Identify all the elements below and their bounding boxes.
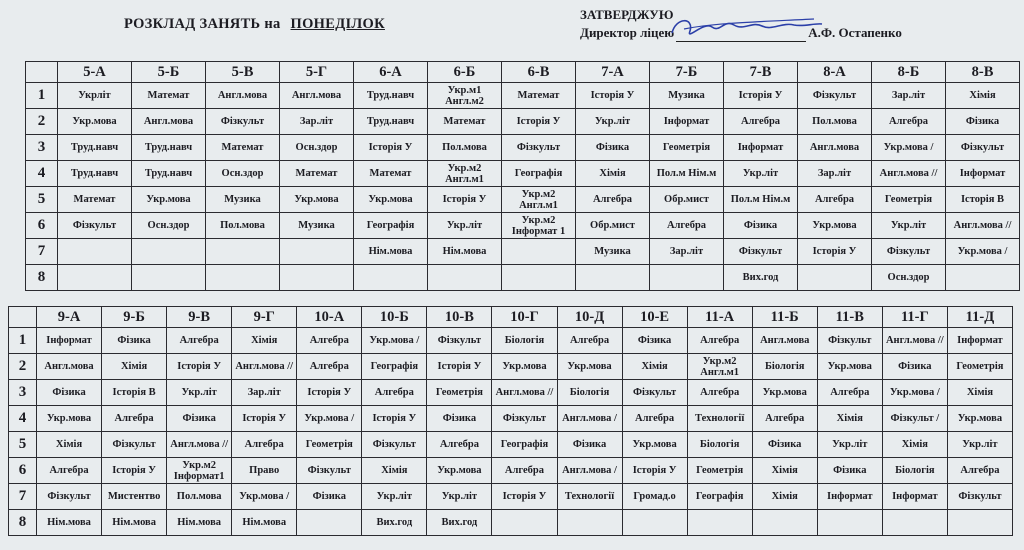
lesson-cell: Пол.мова [798, 109, 872, 135]
lesson-cell: Хімія [752, 458, 817, 484]
lesson-cell [947, 510, 1012, 536]
lesson-number: 1 [26, 83, 58, 109]
lesson-cell: Укр.мова / [946, 239, 1020, 265]
lesson-cell: Фізкульт [622, 380, 687, 406]
lesson-cell [280, 265, 354, 291]
lesson-cell: Укр.літ [872, 213, 946, 239]
lesson-cell: Мистентво [102, 484, 167, 510]
lesson-number: 1 [9, 328, 37, 354]
lesson-cell: Геометрія [297, 432, 362, 458]
lesson-cell: Осн.здор [132, 213, 206, 239]
lesson-cell: Біологія [557, 380, 622, 406]
lesson-cell: Укр.літ [428, 213, 502, 239]
lesson-cell: Осн.здор [206, 161, 280, 187]
lesson-cell: Вих.год [724, 265, 798, 291]
lesson-cell: Хімія [882, 432, 947, 458]
lesson-cell: Алгебра [947, 458, 1012, 484]
lesson-cell: Історія У [502, 109, 576, 135]
lesson-number: 7 [9, 484, 37, 510]
lesson-cell: Біологія [882, 458, 947, 484]
lesson-cell: Географія [362, 354, 427, 380]
lesson-row [26, 135, 1020, 161]
lesson-cell: Громад.о [622, 484, 687, 510]
lesson-cell: Пол.м Нім.м [724, 187, 798, 213]
lesson-cell: Фізика [37, 380, 102, 406]
lesson-cell: Укр.літ [167, 380, 232, 406]
lesson-cell [58, 239, 132, 265]
lesson-number: 3 [9, 380, 37, 406]
lesson-cell: Зар.літ [798, 161, 872, 187]
lesson-cell: Історія У [167, 354, 232, 380]
lesson-cell: Пол.мова [167, 484, 232, 510]
lesson-cell: Математ [132, 83, 206, 109]
lesson-cell: Математ [502, 83, 576, 109]
lesson-row [26, 239, 1020, 265]
lesson-cell: Інформат [817, 484, 882, 510]
lesson-cell: Біологія [752, 354, 817, 380]
director-label: Директор ліцею [580, 25, 675, 40]
lesson-cell: Фізика [946, 109, 1020, 135]
lesson-cell: Англ.мова / [557, 406, 622, 432]
lesson-cell: Укр.мова [427, 458, 492, 484]
lesson-cell: Укр.мова [752, 380, 817, 406]
lesson-cell: Укр.мова [817, 354, 882, 380]
class-header: 10-Е [622, 307, 687, 328]
lesson-cell: Алгебра [817, 380, 882, 406]
lesson-cell: Фізкульт [427, 328, 492, 354]
lesson-cell: Укр.мова [622, 432, 687, 458]
lesson-cell: Хімія [362, 458, 427, 484]
lesson-cell: Хімія [817, 406, 882, 432]
lesson-cell: Алгебра [752, 406, 817, 432]
lesson-cell: Англ.мова / [557, 458, 622, 484]
schedule-table-grades-9-11 [8, 306, 1013, 536]
lesson-cell: Укр.мова [798, 213, 872, 239]
lesson-cell: Алгебра [427, 432, 492, 458]
approval-block [580, 6, 902, 42]
class-header: 6-А [354, 62, 428, 83]
lesson-cell: Інформат [946, 161, 1020, 187]
lesson-cell: Зар.літ [232, 380, 297, 406]
lesson-cell: Алгебра [798, 187, 872, 213]
corner-cell [26, 62, 58, 83]
lesson-row [26, 109, 1020, 135]
lesson-cell: Труд.навч [58, 135, 132, 161]
lesson-cell: Укр.літ [576, 109, 650, 135]
lesson-cell: Історія У [622, 458, 687, 484]
lesson-cell [428, 265, 502, 291]
class-header: 10-В [427, 307, 492, 328]
lesson-number: 2 [26, 109, 58, 135]
lesson-cell: Фізика [297, 484, 362, 510]
class-header: 11-Б [752, 307, 817, 328]
lesson-cell: Хімія [946, 83, 1020, 109]
lesson-cell: Укр.м2 Інформат1 [167, 458, 232, 484]
lesson-cell [752, 510, 817, 536]
lesson-cell: Математ [354, 161, 428, 187]
lesson-cell: Історія У [724, 83, 798, 109]
class-header: 9-В [167, 307, 232, 328]
lesson-cell: Укр.мова [37, 406, 102, 432]
lesson-cell [206, 265, 280, 291]
lesson-cell: Алгебра [102, 406, 167, 432]
lesson-row [26, 213, 1020, 239]
lesson-cell [650, 265, 724, 291]
class-header: 9-Г [232, 307, 297, 328]
lesson-cell: Алгебра [232, 432, 297, 458]
lesson-cell: Фізкульт [206, 109, 280, 135]
class-header: 11-Д [947, 307, 1012, 328]
lesson-cell: Фізкульт [724, 239, 798, 265]
lesson-cell: Математ [428, 109, 502, 135]
lesson-cell [557, 510, 622, 536]
class-header: 6-Б [428, 62, 502, 83]
lesson-cell: Англ.мова [132, 109, 206, 135]
lesson-number: 5 [26, 187, 58, 213]
lesson-cell: Укр.м2 Інформат 1 [502, 213, 576, 239]
lesson-cell: Математ [58, 187, 132, 213]
lesson-cell: Укр.мова / [362, 328, 427, 354]
lesson-cell: Укр.літ [362, 484, 427, 510]
class-header: 5-Б [132, 62, 206, 83]
lesson-row [9, 510, 1013, 536]
lesson-cell: Історія У [492, 484, 557, 510]
lesson-cell: Фізкульт [58, 213, 132, 239]
lesson-cell: Історія У [427, 354, 492, 380]
lesson-cell [622, 510, 687, 536]
lesson-cell: Укр.мова [492, 354, 557, 380]
lesson-cell: Англ.мова [752, 328, 817, 354]
lesson-cell: Обр.мист [650, 187, 724, 213]
lesson-cell: Укр.м1 Англ.м2 [428, 83, 502, 109]
class-header: 8-А [798, 62, 872, 83]
lesson-cell: Укр.мова / [297, 406, 362, 432]
lesson-row [9, 484, 1013, 510]
lesson-cell: Математ [280, 161, 354, 187]
lesson-cell: Фізкульт [492, 406, 557, 432]
lesson-cell [297, 510, 362, 536]
class-header: 8-Б [872, 62, 946, 83]
lesson-cell: Алгебра [492, 458, 557, 484]
lesson-cell: Хімія [576, 161, 650, 187]
lesson-cell: Труд.навч [58, 161, 132, 187]
lesson-cell [576, 265, 650, 291]
lesson-number: 4 [9, 406, 37, 432]
lesson-cell: Алгебра [37, 458, 102, 484]
lesson-number: 7 [26, 239, 58, 265]
lesson-cell: Алгебра [297, 354, 362, 380]
lesson-cell [354, 265, 428, 291]
class-header: 11-Г [882, 307, 947, 328]
lesson-cell: Фізика [167, 406, 232, 432]
class-header: 10-Г [492, 307, 557, 328]
lesson-cell [58, 265, 132, 291]
lesson-cell: Фізкульт [817, 328, 882, 354]
lesson-cell: Історія У [354, 135, 428, 161]
lesson-cell: Осн.здор [872, 265, 946, 291]
lesson-cell: Англ.мова [280, 83, 354, 109]
lesson-cell: Алгебра [362, 380, 427, 406]
header-row [26, 62, 1020, 83]
schedule-title [124, 16, 385, 33]
lesson-number: 6 [9, 458, 37, 484]
lesson-cell: Музика [280, 213, 354, 239]
lesson-cell: Геометрія [687, 458, 752, 484]
lesson-row [9, 354, 1013, 380]
class-header: 9-А [37, 307, 102, 328]
lesson-cell: Алгебра [622, 406, 687, 432]
lesson-cell: Алгебра [724, 109, 798, 135]
class-header: 5-Г [280, 62, 354, 83]
lesson-cell: Труд.навч [354, 83, 428, 109]
director-name: А.Ф. Остапенко [808, 25, 902, 40]
lesson-cell: Біологія [687, 432, 752, 458]
lesson-cell: Укр.мова [58, 109, 132, 135]
lesson-cell: Укр.літ [724, 161, 798, 187]
lesson-cell: Укр.мова [557, 354, 622, 380]
lesson-cell: Укр.літ [817, 432, 882, 458]
lesson-cell: Історія У [232, 406, 297, 432]
lesson-cell: Укрліт [58, 83, 132, 109]
lesson-cell: Географія [502, 161, 576, 187]
lesson-cell: Укр.мова [947, 406, 1012, 432]
lesson-cell: Нім.мова [354, 239, 428, 265]
lesson-cell: Укр.літ [427, 484, 492, 510]
lesson-cell: Фізика [752, 432, 817, 458]
lesson-cell [817, 510, 882, 536]
lesson-cell: Англ.мова // [232, 354, 297, 380]
lesson-row [9, 432, 1013, 458]
lesson-cell: Географія [492, 432, 557, 458]
lesson-cell: Геометрія [650, 135, 724, 161]
lesson-cell: Алгебра [650, 213, 724, 239]
lesson-cell: Зар.літ [872, 83, 946, 109]
lesson-cell: Укр.мова / [232, 484, 297, 510]
lesson-cell [687, 510, 752, 536]
lesson-number: 3 [26, 135, 58, 161]
lesson-cell [132, 265, 206, 291]
lesson-cell: Фізика [724, 213, 798, 239]
lesson-cell [882, 510, 947, 536]
lesson-cell: Географія [354, 213, 428, 239]
lesson-row [26, 187, 1020, 213]
lesson-row [26, 83, 1020, 109]
lesson-cell: Пол.мова [206, 213, 280, 239]
lesson-cell: Англ.мова [206, 83, 280, 109]
signature-line [676, 29, 806, 42]
lesson-cell: Нім.мова [232, 510, 297, 536]
lesson-cell: Англ.мова [37, 354, 102, 380]
lesson-row [9, 406, 1013, 432]
class-header: 10-Д [557, 307, 622, 328]
lesson-cell: Пол.м Нім.м [650, 161, 724, 187]
lesson-cell: Обр.мист [576, 213, 650, 239]
lesson-cell [502, 239, 576, 265]
lesson-cell: Хімія [102, 354, 167, 380]
class-header: 5-В [206, 62, 280, 83]
class-header: 5-А [58, 62, 132, 83]
lesson-row [9, 328, 1013, 354]
lesson-cell: Історія У [362, 406, 427, 432]
lesson-cell: Укр.м2 Англ.м1 [687, 354, 752, 380]
lesson-cell: Нім.мова [167, 510, 232, 536]
lesson-cell: Музика [576, 239, 650, 265]
lesson-cell: Фізкульт [362, 432, 427, 458]
lesson-cell: Фізика [576, 135, 650, 161]
lesson-cell: Фізика [427, 406, 492, 432]
lesson-cell: Пол.мова [428, 135, 502, 161]
lesson-number: 2 [9, 354, 37, 380]
lesson-cell: Інформат [882, 484, 947, 510]
lesson-cell: Фізкульт [947, 484, 1012, 510]
lesson-cell: Музика [650, 83, 724, 109]
lesson-cell: Вих.год [362, 510, 427, 536]
lesson-cell: Англ.мова // [946, 213, 1020, 239]
lesson-cell: Англ.мова // [492, 380, 557, 406]
lesson-cell [492, 510, 557, 536]
class-header: 10-Б [362, 307, 427, 328]
lesson-cell: Технології [687, 406, 752, 432]
lesson-cell [206, 239, 280, 265]
approve-label: ЗАТВЕРДЖУЮ [580, 7, 674, 22]
lesson-cell: Алгебра [576, 187, 650, 213]
title-day: ПОНЕДІЛОК [290, 16, 385, 32]
lesson-cell: Геометрія [872, 187, 946, 213]
lesson-cell: Фізкульт [872, 239, 946, 265]
lesson-cell: Осн.здор [280, 135, 354, 161]
class-header: 11-А [687, 307, 752, 328]
lesson-row [26, 161, 1020, 187]
lesson-cell: Геометрія [427, 380, 492, 406]
lesson-cell: Труд.навч [354, 109, 428, 135]
class-header: 10-А [297, 307, 362, 328]
class-header: 11-В [817, 307, 882, 328]
lesson-cell: Укр.літ [947, 432, 1012, 458]
lesson-cell: Укр.мова / [872, 135, 946, 161]
lesson-cell: Географія [687, 484, 752, 510]
lesson-cell: Алгебра [872, 109, 946, 135]
lesson-cell: Нім.мова [428, 239, 502, 265]
lesson-number: 8 [26, 265, 58, 291]
lesson-cell: Музика [206, 187, 280, 213]
lesson-cell: Фізика [882, 354, 947, 380]
signature-icon [664, 13, 824, 43]
lesson-cell: Алгебра [687, 380, 752, 406]
lesson-cell: Нім.мова [37, 510, 102, 536]
lesson-cell: Укр.мова [354, 187, 428, 213]
lesson-cell: Укр.м2 Англ.м1 [502, 187, 576, 213]
lesson-cell: Історія В [102, 380, 167, 406]
lesson-cell: Фізкульт [798, 83, 872, 109]
lesson-cell: Інформат [947, 328, 1012, 354]
title-text: РОЗКЛАД ЗАНЯТЬ на [124, 16, 281, 32]
lesson-cell: Алгебра [687, 328, 752, 354]
lesson-cell: Зар.літ [280, 109, 354, 135]
lesson-cell: Історія В [946, 187, 1020, 213]
lesson-cell: Англ.мова [798, 135, 872, 161]
lesson-cell: Історія У [102, 458, 167, 484]
lesson-cell: Укр.мова [132, 187, 206, 213]
lesson-cell: Англ.мова // [872, 161, 946, 187]
lesson-row [9, 380, 1013, 406]
class-header: 8-В [946, 62, 1020, 83]
lesson-cell: Хімія [622, 354, 687, 380]
class-header: 7-В [724, 62, 798, 83]
lesson-cell [502, 265, 576, 291]
lesson-cell: Історія У [798, 239, 872, 265]
lesson-cell: Фізкульт [946, 135, 1020, 161]
lesson-cell: Геометрія [947, 354, 1012, 380]
lesson-number: 6 [26, 213, 58, 239]
lesson-cell: Фізкульт [37, 484, 102, 510]
header-row [9, 307, 1013, 328]
lesson-cell: Фізика [622, 328, 687, 354]
schedule-table-grades-5-8 [25, 61, 1020, 291]
lesson-cell: Укр.м2 Англ.м1 [428, 161, 502, 187]
lesson-cell: Хімія [947, 380, 1012, 406]
lesson-cell: Історія У [576, 83, 650, 109]
class-header: 7-Б [650, 62, 724, 83]
lesson-cell: Історія У [428, 187, 502, 213]
lesson-cell: Вих.год [427, 510, 492, 536]
lesson-cell: Хімія [37, 432, 102, 458]
lesson-cell: Інформат [650, 109, 724, 135]
lesson-cell: Інформат [724, 135, 798, 161]
lesson-number: 8 [9, 510, 37, 536]
lesson-cell: Технології [557, 484, 622, 510]
lesson-cell: Алгебра [297, 328, 362, 354]
lesson-cell: Зар.літ [650, 239, 724, 265]
class-header: 7-А [576, 62, 650, 83]
lesson-cell: Алгебра [557, 328, 622, 354]
corner-cell [9, 307, 37, 328]
lesson-cell: Фізика [817, 458, 882, 484]
lesson-cell: Труд.навч [132, 161, 206, 187]
lesson-row [26, 265, 1020, 291]
lesson-cell: Укр.мова [280, 187, 354, 213]
lesson-cell [798, 265, 872, 291]
lesson-cell: Нім.мова [102, 510, 167, 536]
lesson-cell: Алгебра [167, 328, 232, 354]
lesson-cell: Фізика [557, 432, 622, 458]
lesson-cell: Укр.мова / [882, 380, 947, 406]
lesson-cell [946, 265, 1020, 291]
lesson-cell: Англ.мова // [167, 432, 232, 458]
lesson-cell: Інформат [37, 328, 102, 354]
lesson-cell: Фізика [102, 328, 167, 354]
class-header: 9-Б [102, 307, 167, 328]
lesson-number: 5 [9, 432, 37, 458]
lesson-number: 4 [26, 161, 58, 187]
lesson-cell: Труд.навч [132, 135, 206, 161]
lesson-cell [132, 239, 206, 265]
lesson-cell: Право [232, 458, 297, 484]
lesson-cell: Фізкульт [297, 458, 362, 484]
lesson-cell: Фізкульт [502, 135, 576, 161]
lesson-cell: Хімія [752, 484, 817, 510]
lesson-cell: Фізкульт [102, 432, 167, 458]
lesson-cell: Біологія [492, 328, 557, 354]
class-header: 6-В [502, 62, 576, 83]
lesson-cell: Англ.мова // [882, 328, 947, 354]
lesson-cell: Історія У [297, 380, 362, 406]
lesson-cell: Хімія [232, 328, 297, 354]
lesson-cell: Математ [206, 135, 280, 161]
lesson-cell: Фізкульт / [882, 406, 947, 432]
lesson-row [9, 458, 1013, 484]
lesson-cell [280, 239, 354, 265]
